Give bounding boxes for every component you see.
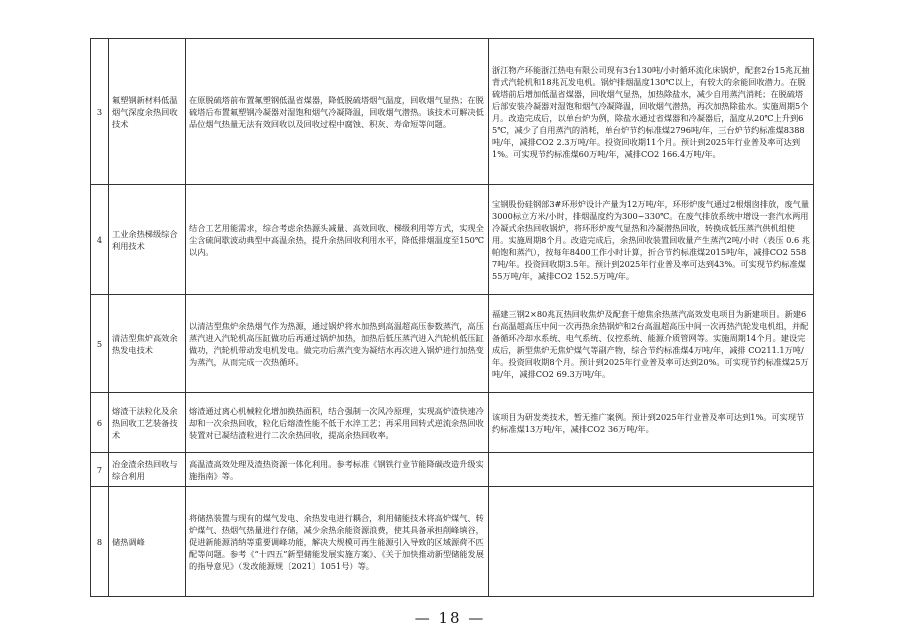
technology-name: 冶金渣余热回收与综合利用: [109, 453, 186, 487]
technology-description: 以清洁型焦炉余热烟气作为热源，通过锅炉将水加热到高温超高压参数蒸汽，高压蒸汽进入汽轮机高压缸做功后再通过锅炉加热，加热后低压蒸汽进入汽轮机低压缸做功，汽轮机带动发电机发电。做完功后蒸汽变为凝结水再次进入锅炉进行加热变为蒸汽，从而完成一次热循环。: [186, 295, 489, 393]
technology-description: 将储热装置与现有的煤气发电、余热发电进行耦合，利用储能技术将高炉煤气、转炉煤气、热烟气热量进行存储，减少余热余能资源浪费，使其具备承担削峰填谷，促进新能源消纳等重要调峰功能，解决大规模可再生能源引入导致的区域源荷不匹配等问题。参考《“十四五”新型储能发展实施方案》、《关于加快推动新型储能发展的指导意见》（发改能源规〔2021〕1051号）等。: [186, 487, 489, 597]
technology-name: 氟塑钢新材料低温烟气深度余热回收技术: [109, 39, 186, 185]
row-number: 5: [91, 295, 109, 393]
table-row: [91, 393, 814, 453]
application-case: 宝钢股份硅钢部3#环形炉设计产量为12万吨/年，环形炉废气通过2根烟囱排放，废气量3000标立方米/小时，排烟温度约为300~330℃。在废气排放系统中增设一套汽水两用冷凝式余热回收锅炉，将环形炉废气显热和冷凝潜热回收，转换成低压蒸汽供机组使用。实施周期8个月。改造完成后，余热回收装置回收量产生蒸汽2吨/小时（表压 0.6 兆帕饱和蒸汽），按每年8400工作小时计算，折合节约标准煤2015吨/年，减排CO2 5587吨/年。投资回收期3.5年。预计到2025年行业普及率可达到43%。可实现节约标准煤55万吨/年，减排CO2 152.5万吨/年。: [489, 185, 814, 295]
technology-description: 熔渣通过离心机械粒化增加换热面积，结合强制一次风冷原理，实现高炉渣快速冷却和一次余热回收，粒化后熔渣性能不低于水淬工艺；再采用回转式逆流余热回收装置对已凝结渣粒进行二次余热回收，提高余热回收率。: [186, 393, 489, 453]
technology-description: 在原脱硫塔前布置氟塑钢低温省煤器，降低脱硫塔烟气温度，回收烟气显热；在脱硫塔后布置氟塑钢冷凝器对湿饱和烟气冷凝降温，回收烟气潜热。该技术可解决低品位烟气热量无法有效回收以及回收过程中腐蚀、积灰、寿命短等问题。: [186, 39, 489, 185]
row-number: 4: [91, 185, 109, 295]
technology-description: 高温渣高效处理及渣热资源一体化利用。参考标准《钢铁行业节能降碳改造升级实施指南》等。: [186, 453, 489, 487]
application-case: [489, 453, 814, 487]
row-number: 3: [91, 39, 109, 185]
row-number: 7: [91, 453, 109, 487]
application-case: 该项目为研发类技术，暂无推广案例。预计到2025年行业普及率可达到1%。可实现节约标准煤13万吨/年，减排CO2 36万吨/年。: [489, 393, 814, 453]
technology-name: 储热调峰: [109, 487, 186, 597]
row-number: 8: [91, 487, 109, 597]
application-case: 福建三钢2×80兆瓦热回收焦炉及配套干熄焦余热蒸汽高效发电项目为新建项目。新建6台高温超高压中间一次再热余热锅炉和2台高温超高压中间一次再热汽轮发电机组，并配备循环冷却水系统、电气系统、仪控系统、能源介质管网等。实施周期14个月。建设完成后，新型焦炉无焦炉煤气等副产物，综合节约标准煤4万吨/年，减排 CO211.1万吨/年。投资回收期8个月。预计到2025年行业普及率可达到20%。可实现节约标准煤25万吨/年，减排CO2 69.3万吨/年。: [489, 295, 814, 393]
table-row: [91, 295, 814, 393]
technology-name: 工业余热梯级综合利用技术: [109, 185, 186, 295]
table-row: [91, 39, 814, 185]
table-row: [91, 185, 814, 295]
technology-name: 熔渣干法粒化及余热回收工艺装备技术: [109, 393, 186, 453]
application-case: [489, 487, 814, 597]
page-number: — 18 —: [414, 609, 486, 627]
technology-table: [90, 38, 814, 597]
application-case: 浙江物产环能浙江热电有限公司现有3台130吨/小时循环流化床锅炉，配套2台15兆瓦抽背式汽轮机和18兆瓦发电机。锅炉排烟温度130℃以上，有较大的余能回收潜力。在脱硫塔前后增加低温省煤器，回收烟气显热，加热除盐水，减少自用蒸汽消耗；在脱硫塔后部安装冷凝器对湿饱和烟气冷凝降温，回收烟气潜热，再次加热除盐水。实施周期5个月。改造完成后，以单台炉为例，除盐水通过省煤器和冷凝器后，温度从20℃上升到65℃，减少了自用蒸汽的消耗，单台炉节约标准煤2796吨/年，三台炉节约标准煤8388吨/年，减排CO2 2.3万吨/年。投资回收期11个月。预计到2025年行业普及率可达到1%。可实现节约标准煤60万吨/年，减排CO2 166.4万吨/年。: [489, 39, 814, 185]
table-row: [91, 487, 814, 597]
technology-name: 清洁型焦炉高效余热发电技术: [109, 295, 186, 393]
technology-description: 结合工艺用能需求，综合考虑余热源头减量、高效回收、梯级利用等方式，实现全尘含硫间歇波动典型中高温余热，提升余热回收利用水平，降低排烟温度至150℃以内。: [186, 185, 489, 295]
table-row: [91, 453, 814, 487]
row-number: 6: [91, 393, 109, 453]
